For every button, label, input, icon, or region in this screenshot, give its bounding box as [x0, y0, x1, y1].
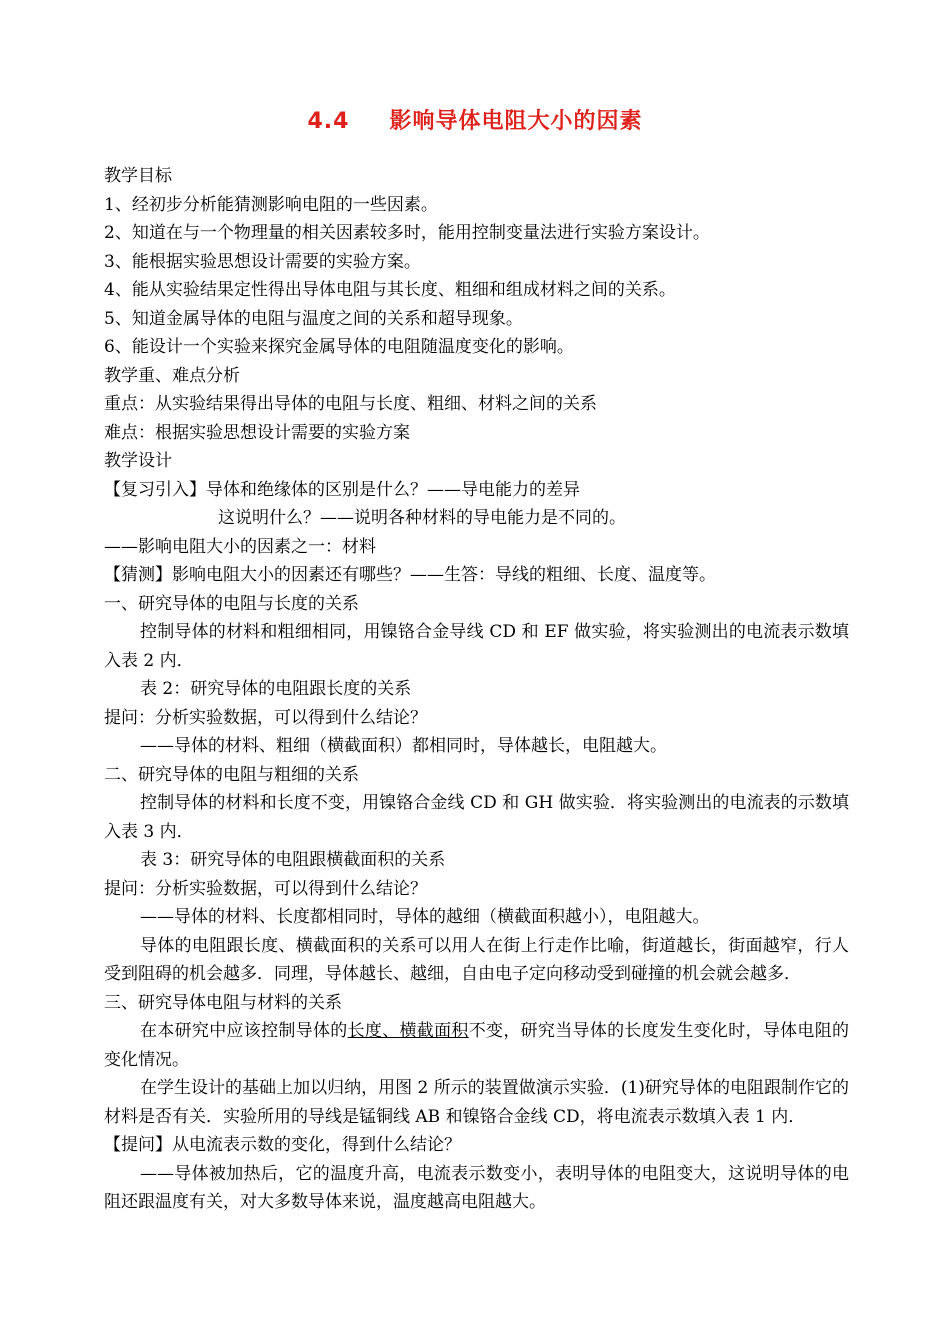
page-title	[0, 104, 950, 135]
table-3-caption: 表 3：研究导体的电阻跟横截面积的关系	[140, 850, 446, 870]
sec3-text-b: 不变，研究当导体的长度发生变化时，导体电阻的变化情况。	[104, 1021, 850, 1070]
section-1-paragraph: 控制导体的材料和粗细相同，用镍铬合金导线 CD 和 EF 做实验，将实验测出的电流表示数填入表 2 内．	[104, 622, 849, 671]
section-number: 4.4	[307, 109, 350, 134]
section-3-paragraph-2: 在学生设计的基础上加以归纳，用图 2 所示的装置做演示实验．(1)研究导体的电阻跟制作它的材料是否有关．实验所用的导线是锰铜线 AB 和镍铬合金线 CD，将电流表示数填入表 1 内．	[104, 1078, 849, 1127]
factor-material: ——影响电阻大小的因素之一：材料	[104, 536, 376, 557]
section-2-question: 提问：分析实验数据，可以得到什么结论？	[104, 878, 427, 899]
goal-item: 5、知道金属导体的电阻与温度之间的关系和超导现象。	[104, 308, 523, 329]
goal-item: 6、能设计一个实验来探究金属导体的电阻随温度变化的影响。	[104, 337, 574, 357]
section-3-question: 【提问】从电流表示数的变化，得到什么结论？	[104, 1135, 461, 1155]
key-heading: 教学重、难点分析	[104, 365, 240, 386]
goal-item: 2、知道在与一个物理量的相关因素较多时，能用控制变量法进行实验方案设计。	[104, 223, 710, 243]
section-3-answer: ——导体被加热后，它的温度升高，电流表示数变小，表明导体的电阻变大，这说明导体的电阻还跟温度有关，对大多数导体来说，温度越高电阻越大。	[104, 1163, 849, 1212]
review-question: 【复习引入】导体和绝缘体的区别是什么？——导电能力的差异	[104, 479, 580, 500]
section-1-question: 提问：分析实验数据，可以得到什么结论？	[104, 707, 427, 728]
document-body	[104, 162, 849, 1217]
section-2-answer: ——导体的材料、长度都相同时，导体的越细（横截面积越小），电阻越大。	[140, 907, 710, 927]
review-answer: 这说明什么？——说明各种材料的导电能力是不同的。	[218, 508, 626, 528]
section-2-heading: 二、研究导体的电阻与粗细的关系	[104, 764, 359, 785]
sec3-text-a: 在本研究中应该控制导体的	[140, 1021, 348, 1041]
section-3-heading: 三、研究导体电阻与材料的关系	[104, 992, 342, 1013]
table-2-caption: 表 2：研究导体的电阻跟长度的关系	[140, 679, 412, 699]
section-2-paragraph: 控制导体的材料和长度不变，用镍铬合金线 CD 和 GH 做实验．将实验测出的电流表的示数填入表 3 内．	[104, 793, 849, 842]
design-heading: 教学设计	[104, 451, 172, 471]
underlined-text: 长度、横截面积	[347, 1021, 469, 1041]
section-1-answer: ——导体的材料、粗细（横截面积）都相同时，导体越长，电阻越大。	[140, 736, 667, 756]
difficult-point: 难点：根据实验思想设计需要的实验方案	[104, 422, 410, 443]
key-point: 重点：从实验结果得出导体的电阻与长度、粗细、材料之间的关系	[104, 394, 597, 414]
title-text: 影响导体电阻大小的因素	[389, 109, 643, 134]
goal-item: 4、能从实验结果定性得出导体电阻与其长度、粗细和组成材料之间的关系。	[104, 280, 676, 300]
guess-line: 【猜测】影响电阻大小的因素还有哪些？——生答：导线的粗细、长度、温度等。	[104, 565, 716, 585]
goal-item: 3、能根据实验思想设计需要的实验方案。	[104, 251, 421, 272]
goal-item: 1、经初步分析能猜测影响电阻的一些因素。	[104, 194, 438, 215]
section-1-heading: 一、研究导体的电阻与长度的关系	[104, 593, 359, 614]
section-3-paragraph-1	[104, 1017, 849, 1074]
section-2-analogy: 导体的电阻跟长度、横截面积的关系可以用人在街上行走作比喻，街道越长，街面越窄，行人受到阻碍的机会越多．同理，导体越长、越细，自由电子定向移动受到碰撞的机会就会越多．	[104, 935, 849, 984]
goals-heading: 教学目标	[104, 166, 172, 186]
